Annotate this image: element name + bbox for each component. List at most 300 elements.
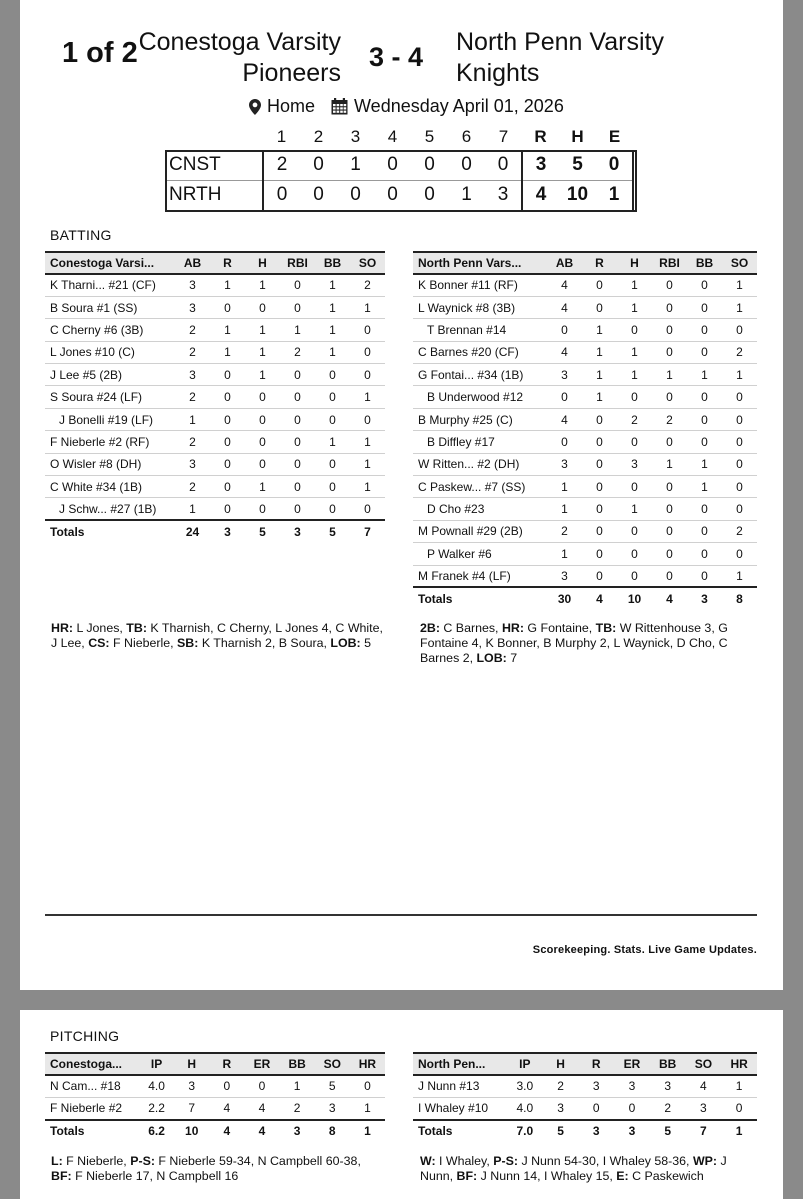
stat-cell: 1	[245, 476, 280, 498]
stat-cell: 1	[315, 319, 350, 341]
total-cell: 5	[245, 520, 280, 542]
note-label: 2B:	[420, 621, 440, 635]
stat-cell: 0	[582, 296, 617, 318]
stat-cell: 1	[582, 386, 617, 408]
map-pin-icon	[249, 99, 261, 115]
totals-row	[45, 1120, 385, 1142]
stat-cell: 0	[315, 364, 350, 386]
inning-runs: 0	[411, 150, 448, 180]
batting-row	[45, 341, 385, 363]
column-header: AB	[175, 252, 210, 274]
inning-runs: 1	[448, 180, 485, 210]
player-name: J Schw... #27 (1B)	[45, 498, 175, 520]
inning-header: 6	[461, 127, 472, 146]
stat-cell: 1	[617, 341, 652, 363]
batting-row	[413, 543, 757, 565]
column-header: BB	[315, 252, 350, 274]
stat-cell: 0	[722, 453, 757, 475]
note-label: HR:	[51, 621, 74, 635]
stat-cell: 2	[175, 386, 210, 408]
inning-runs: 0	[374, 150, 411, 180]
player-name: B Diffley #17	[413, 431, 547, 453]
stat-cell: 0	[210, 431, 245, 453]
batting-row	[45, 296, 385, 318]
stat-cell: 0	[547, 319, 582, 341]
final-score: 3 - 4	[369, 42, 424, 72]
stat-cell: 1	[547, 498, 582, 520]
total-cell: 1	[721, 1120, 757, 1142]
total-cell: 5	[543, 1120, 579, 1142]
stat-cell: 1	[350, 431, 385, 453]
pitching-row	[413, 1097, 757, 1119]
total-cell: 8	[722, 587, 757, 609]
stat-cell: 2	[280, 341, 315, 363]
stat-cell: 0	[315, 498, 350, 520]
batting-row	[45, 453, 385, 475]
stat-cell: 3	[547, 364, 582, 386]
note-label: W:	[420, 1154, 436, 1168]
stat-cell: 1	[582, 341, 617, 363]
stat-cell: 1	[582, 319, 617, 341]
note-label: TB:	[126, 621, 147, 635]
away-team-line1: Conestoga Varsity	[138, 28, 341, 56]
stat-cell: 0	[245, 453, 280, 475]
player-name: K Bonner #11 (RF)	[413, 274, 547, 296]
stat-cell: 0	[315, 408, 350, 430]
pitching-table-away	[45, 1052, 385, 1142]
stat-cell: 1	[687, 476, 722, 498]
stat-cell: 1	[280, 1075, 315, 1097]
column-header: HR	[721, 1053, 757, 1075]
stat-cell: 0	[350, 341, 385, 363]
batting-row	[413, 408, 757, 430]
page-indicator: 1 of 2	[62, 37, 138, 69]
note-label: WP:	[692, 1154, 718, 1168]
stat-cell: 0	[350, 319, 385, 341]
batting-table-home	[413, 251, 757, 610]
batting-row	[413, 520, 757, 542]
stat-cell: 0	[280, 364, 315, 386]
stat-cell: 0	[687, 565, 722, 587]
batting-row	[413, 296, 757, 318]
stat-cell: 1	[245, 364, 280, 386]
stat-cell: 0	[244, 1075, 279, 1097]
column-header: BB	[280, 1053, 315, 1075]
note-label: LOB:	[330, 636, 361, 650]
scorebook-page-1	[20, 0, 783, 990]
inning-runs: 1	[337, 150, 374, 180]
note-label: HR:	[501, 621, 524, 635]
stat-cell: 3	[650, 1075, 686, 1097]
home-team-name	[456, 27, 664, 89]
stat-cell: 0	[652, 431, 687, 453]
stat-cell: 0	[617, 431, 652, 453]
divider	[45, 914, 757, 916]
line-score-row-away	[165, 150, 633, 180]
stat-cell: 4	[547, 341, 582, 363]
column-header: R	[578, 1053, 614, 1075]
stat-cell: 1	[722, 364, 757, 386]
stat-cell: 4	[686, 1075, 722, 1097]
stat-cell: 1	[547, 476, 582, 498]
player-name: B Underwood #12	[413, 386, 547, 408]
totals-row	[413, 1120, 757, 1142]
column-header: AB	[547, 252, 582, 274]
note-text: F Nieberle 59-34, N Campbell 60-38,	[154, 1154, 361, 1168]
total-cell: 5	[650, 1120, 686, 1142]
home-team-line1: North Penn Varsity	[456, 28, 664, 56]
player-name: T Brennan #14	[413, 319, 547, 341]
player-name: P Walker #6	[413, 543, 547, 565]
stat-cell: 2	[175, 431, 210, 453]
stat-cell: 4	[547, 296, 582, 318]
stat-cell: 0	[582, 408, 617, 430]
total-cell: 7	[686, 1120, 722, 1142]
stat-cell: 0	[210, 498, 245, 520]
column-header: ER	[614, 1053, 650, 1075]
stat-cell: 1	[350, 386, 385, 408]
stat-cell: 0	[280, 274, 315, 296]
stat-cell: 1	[350, 1097, 385, 1119]
batting-row	[413, 341, 757, 363]
batting-row	[45, 476, 385, 498]
stat-cell: 0	[687, 520, 722, 542]
stat-cell: 3	[315, 1097, 350, 1119]
note-text: 5	[360, 636, 372, 650]
stat-cell: 0	[280, 408, 315, 430]
stat-cell: 4.0	[507, 1097, 543, 1119]
stat-cell: 1	[245, 319, 280, 341]
batting-row	[413, 386, 757, 408]
inning-header: 4	[387, 127, 398, 146]
stat-cell: 0	[652, 274, 687, 296]
stat-cell: 0	[350, 498, 385, 520]
player-name: K Tharni... #21 (CF)	[45, 274, 175, 296]
stat-cell: 0	[582, 431, 617, 453]
stat-cell: 1	[350, 476, 385, 498]
total-runs: 3	[522, 150, 559, 180]
total-runs: 4	[522, 180, 559, 210]
total-cell: 3	[578, 1120, 614, 1142]
column-header: H	[543, 1053, 579, 1075]
stat-cell: 0	[722, 476, 757, 498]
stat-cell: 0	[722, 386, 757, 408]
total-cell: 3	[614, 1120, 650, 1142]
player-name: L Waynick #8 (3B)	[413, 296, 547, 318]
hits-header: H	[571, 127, 584, 146]
batting-row	[45, 364, 385, 386]
note-text: F Nieberle,	[62, 1154, 131, 1168]
totals-label: Totals	[45, 520, 175, 542]
stat-cell: 0	[652, 319, 687, 341]
column-header: H	[245, 252, 280, 274]
stat-cell: 0	[245, 386, 280, 408]
stat-cell: 4	[547, 274, 582, 296]
note-text: G Fontaine,	[523, 621, 596, 635]
batting-team-header: North Penn Vars...	[413, 252, 547, 274]
note-text: J Nunn,	[420, 1154, 727, 1183]
stat-cell: 0	[210, 453, 245, 475]
note-label: SB:	[177, 636, 199, 650]
stat-cell: 0	[350, 408, 385, 430]
total-hits: 5	[559, 150, 596, 180]
player-name: G Fontai... #34 (1B)	[413, 364, 547, 386]
stat-cell: 0	[652, 296, 687, 318]
stat-cell: 1	[315, 431, 350, 453]
player-name: B Murphy #25 (C)	[413, 408, 547, 430]
total-cell: 3	[280, 520, 315, 542]
stat-cell: 2	[617, 408, 652, 430]
stat-cell: 0	[687, 386, 722, 408]
stat-cell: 3	[175, 364, 210, 386]
stat-cell: 3	[547, 453, 582, 475]
game-info	[249, 96, 564, 117]
inning-runs: 3	[485, 180, 522, 210]
stat-cell: 0	[722, 319, 757, 341]
total-cell: 4	[244, 1120, 279, 1142]
stat-cell: 0	[617, 543, 652, 565]
player-name: O Wisler #8 (DH)	[45, 453, 175, 475]
stat-cell: 0	[687, 431, 722, 453]
stat-cell: 2	[547, 520, 582, 542]
inning-header: 3	[350, 127, 361, 146]
stat-cell: 2	[350, 274, 385, 296]
pitching-title: PITCHING	[50, 1028, 120, 1044]
player-name: I Whaley #10	[413, 1097, 507, 1119]
player-name: L Jones #10 (C)	[45, 341, 175, 363]
stat-cell: 1	[722, 565, 757, 587]
column-header: SO	[686, 1053, 722, 1075]
note-text: K Tharnish 2, B Soura,	[198, 636, 331, 650]
stat-cell: 3	[174, 1075, 209, 1097]
stat-cell: 2.2	[139, 1097, 174, 1119]
column-header: RBI	[652, 252, 687, 274]
stat-cell: 5	[315, 1075, 350, 1097]
stat-cell: 3.0	[507, 1075, 543, 1097]
inning-runs: 0	[448, 150, 485, 180]
stat-cell: 0	[209, 1075, 244, 1097]
inning-runs: 0	[485, 150, 522, 180]
stat-cell: 0	[652, 565, 687, 587]
batting-notes-away	[51, 621, 389, 651]
away-team-name	[139, 27, 341, 89]
stat-cell: 3	[686, 1097, 722, 1119]
stat-cell: 1	[617, 296, 652, 318]
total-cell: 7	[350, 520, 385, 542]
column-header: H	[617, 252, 652, 274]
batting-row	[413, 319, 757, 341]
column-header: IP	[139, 1053, 174, 1075]
stat-cell: 0	[582, 274, 617, 296]
column-header: BB	[687, 252, 722, 274]
stat-cell: 2	[543, 1075, 579, 1097]
stat-cell: 1	[687, 453, 722, 475]
stat-cell: 0	[582, 520, 617, 542]
stat-cell: 0	[687, 274, 722, 296]
stat-cell: 2	[280, 1097, 315, 1119]
column-header: BB	[650, 1053, 686, 1075]
player-name: F Nieberle #2 (RF)	[45, 431, 175, 453]
player-name: B Soura #1 (SS)	[45, 296, 175, 318]
stat-cell: 0	[280, 296, 315, 318]
stat-cell: 0	[350, 1075, 385, 1097]
stat-cell: 1	[617, 364, 652, 386]
line-score-team: NRTH	[165, 180, 263, 210]
note-text: C Barnes,	[439, 621, 502, 635]
stat-cell: 0	[687, 543, 722, 565]
column-header: H	[174, 1053, 209, 1075]
stat-cell: 1	[315, 341, 350, 363]
stat-cell: 1	[722, 274, 757, 296]
line-score-row-home	[165, 180, 633, 210]
inning-runs: 0	[300, 150, 337, 180]
note-text: J Nunn 14, I Whaley 15,	[477, 1169, 617, 1183]
inning-runs: 2	[263, 150, 300, 180]
stat-cell: 4	[547, 408, 582, 430]
batting-row	[45, 386, 385, 408]
column-header: SO	[722, 252, 757, 274]
stat-cell: 3	[175, 453, 210, 475]
total-cell: 3	[687, 587, 722, 609]
stat-cell: 2	[175, 319, 210, 341]
note-label: P-S:	[493, 1154, 518, 1168]
stat-cell: 0	[350, 364, 385, 386]
stat-cell: 4.0	[139, 1075, 174, 1097]
stat-cell: 0	[652, 341, 687, 363]
total-cell: 4	[652, 587, 687, 609]
line-score-team: CNST	[165, 150, 263, 180]
line-score-corner	[165, 124, 263, 150]
stat-cell: 1	[687, 364, 722, 386]
stat-cell: 0	[687, 319, 722, 341]
home-team-line2: Knights	[456, 59, 540, 87]
total-cell: 5	[315, 520, 350, 542]
errors-header: E	[608, 127, 621, 146]
inning-header: 5	[424, 127, 435, 146]
stat-cell: 0	[687, 498, 722, 520]
total-errors: 0	[596, 150, 633, 180]
batting-row	[413, 476, 757, 498]
batting-row	[45, 431, 385, 453]
scorebook-page-2	[20, 1010, 783, 1199]
pitching-notes-home	[420, 1154, 760, 1184]
note-label: BF:	[51, 1169, 72, 1183]
note-text: F Nieberle,	[109, 636, 178, 650]
stat-cell: 0	[280, 476, 315, 498]
away-team-line2: Pioneers	[242, 59, 341, 87]
stat-cell: 1	[582, 364, 617, 386]
note-text: L Jones,	[73, 621, 127, 635]
line-score	[165, 124, 634, 210]
stat-cell: 0	[617, 565, 652, 587]
runs-header: R	[534, 127, 547, 146]
stat-cell: 1	[350, 296, 385, 318]
stat-cell: 3	[175, 296, 210, 318]
stat-cell: 0	[614, 1097, 650, 1119]
player-name: C Barnes #20 (CF)	[413, 341, 547, 363]
note-label: P-S:	[130, 1154, 155, 1168]
column-header: ER	[244, 1053, 279, 1075]
calendar-icon	[331, 98, 348, 115]
stat-cell: 0	[582, 453, 617, 475]
pitching-row	[413, 1075, 757, 1097]
pitching-table-home	[413, 1052, 757, 1142]
player-name: N Cam... #18	[45, 1075, 139, 1097]
stat-cell: 1	[315, 274, 350, 296]
stat-cell: 0	[210, 296, 245, 318]
total-cell: 10	[174, 1120, 209, 1142]
inning-header: 2	[313, 127, 324, 146]
stat-cell: 0	[652, 498, 687, 520]
stat-cell: 0	[210, 408, 245, 430]
total-cell: 10	[617, 587, 652, 609]
inning-runs: 0	[374, 180, 411, 210]
stat-cell: 0	[652, 476, 687, 498]
note-text: F Nieberle 17, N Campbell 16	[71, 1169, 239, 1183]
stat-cell: 0	[652, 386, 687, 408]
total-cell: 8	[315, 1120, 350, 1142]
stat-cell: 0	[617, 319, 652, 341]
stat-cell: 1	[245, 341, 280, 363]
stat-cell: 0	[687, 341, 722, 363]
stat-cell: 2	[175, 476, 210, 498]
stat-cell: 0	[315, 476, 350, 498]
batting-row	[413, 431, 757, 453]
note-label: E:	[616, 1169, 629, 1183]
total-cell: 1	[350, 1120, 385, 1142]
batting-row	[45, 498, 385, 520]
stat-cell: 3	[175, 274, 210, 296]
stat-cell: 1	[210, 341, 245, 363]
inning-runs: 0	[411, 180, 448, 210]
stat-cell: 0	[280, 386, 315, 408]
batting-notes-home	[420, 621, 760, 666]
totals-row	[413, 587, 757, 609]
stat-cell: 0	[722, 498, 757, 520]
stat-cell: 0	[617, 386, 652, 408]
stat-cell: 0	[652, 543, 687, 565]
player-name: C White #34 (1B)	[45, 476, 175, 498]
stat-cell: 0	[245, 296, 280, 318]
stat-cell: 0	[315, 386, 350, 408]
note-label: BF:	[456, 1169, 478, 1183]
player-name: S Soura #24 (LF)	[45, 386, 175, 408]
stat-cell: 1	[652, 453, 687, 475]
batting-row	[413, 453, 757, 475]
stat-cell: 0	[687, 296, 722, 318]
stat-cell: 0	[617, 476, 652, 498]
stat-cell: 3	[547, 565, 582, 587]
batting-row	[45, 274, 385, 296]
column-header: RBI	[280, 252, 315, 274]
stat-cell: 7	[174, 1097, 209, 1119]
note-text: K Tharnish, C Cherny, L Jones 4, C White, J Lee,	[51, 621, 383, 650]
total-errors: 1	[596, 180, 633, 210]
totals-label: Totals	[413, 587, 547, 609]
note-label: LOB:	[476, 651, 507, 665]
stat-cell: 2	[722, 520, 757, 542]
game-date: Wednesday April 01, 2026	[354, 96, 564, 116]
stat-cell: 4	[209, 1097, 244, 1119]
totals-label: Totals	[45, 1120, 139, 1142]
totals-label: Totals	[413, 1120, 507, 1142]
note-text: 7	[506, 651, 518, 665]
batting-row	[413, 274, 757, 296]
stat-cell: 1	[350, 453, 385, 475]
batting-row	[413, 565, 757, 587]
player-name: C Cherny #6 (3B)	[45, 319, 175, 341]
inning-header: 1	[276, 127, 287, 146]
